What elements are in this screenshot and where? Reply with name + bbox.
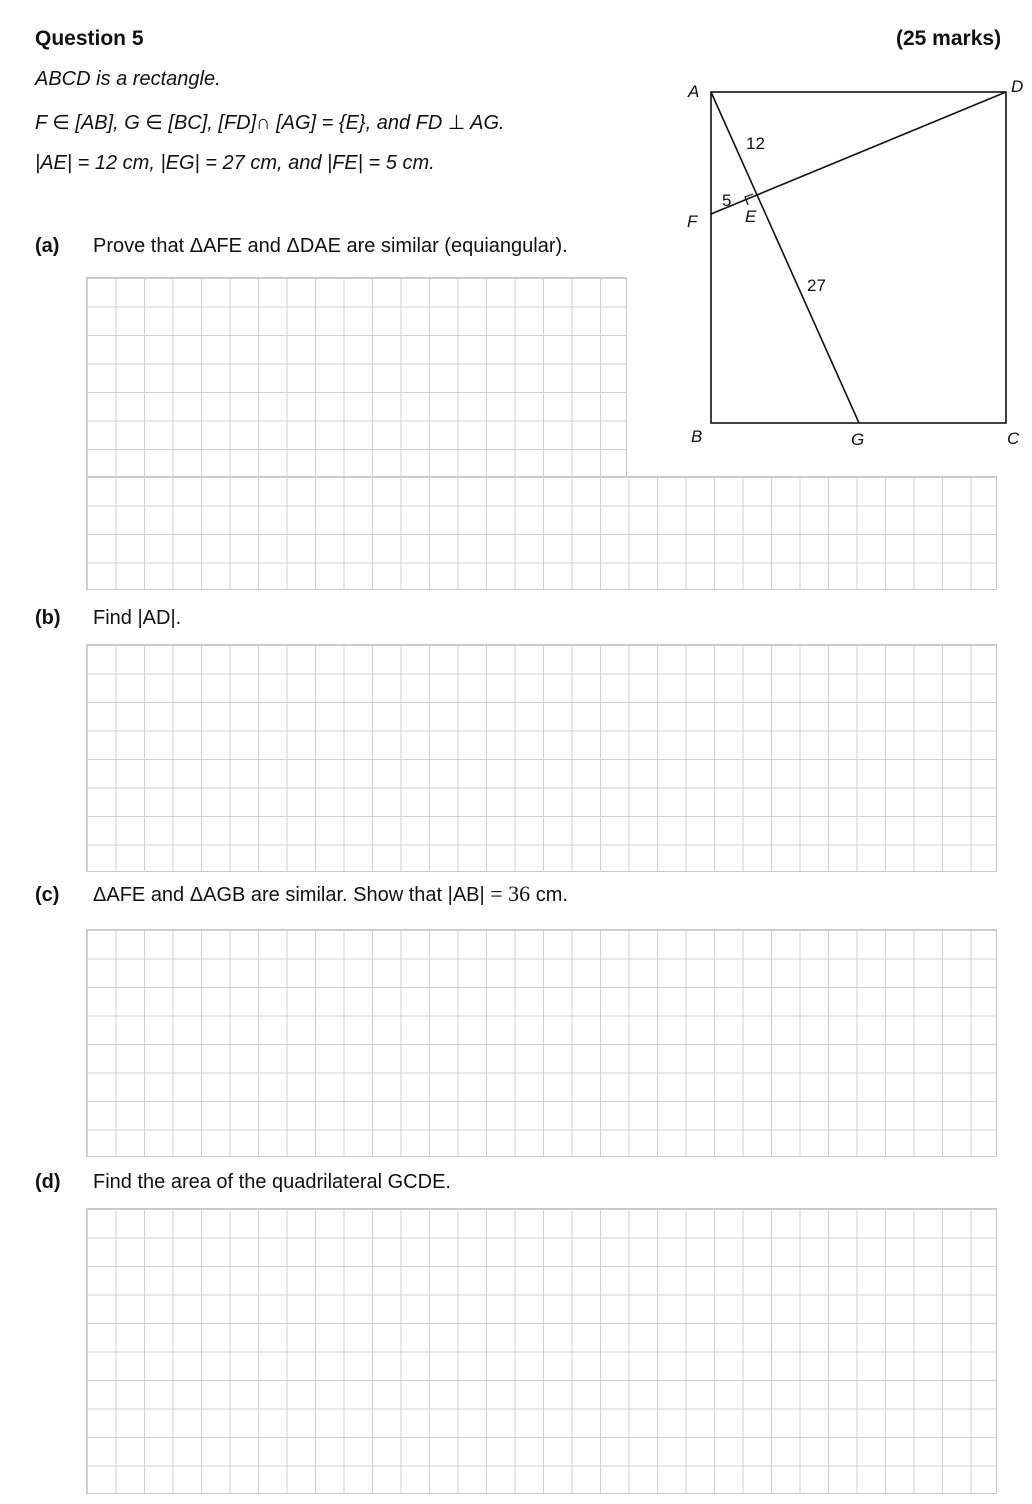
part-a-text: Prove that ΔAFE and ΔDAE are similar (equiangular). [93,235,568,257]
question-title: Question 5 [35,27,144,50]
given-line-1: ABCD is a rectangle. [35,68,221,90]
label-c: C [1007,429,1020,448]
part-c-text-pre: ΔAFE and ΔAGB are similar. Show that |AB| [93,884,491,906]
length-ae: 12 [746,134,765,153]
right-angle-marker [745,194,753,205]
line-fd [711,92,1006,214]
line-ag [711,92,859,423]
length-eg: 27 [807,276,826,295]
part-b-label: (b) [35,607,61,629]
part-d-label: (d) [35,1171,61,1193]
marks-label: (25 marks) [896,27,1002,50]
answer-grid-c[interactable] [86,929,997,1157]
answer-grid-d[interactable] [86,1208,997,1494]
given-line-2: F ∈ [AB], G ∈ [BC], [FD]∩ [AG] = {E}, and FD ⊥ AG. [35,112,505,134]
label-a: A [688,82,700,101]
label-e: E [745,207,757,226]
label-g: G [851,430,865,449]
answer-grid-a-lower[interactable] [86,476,997,590]
label-d: D [1011,77,1024,96]
part-c-text-post: cm. [530,884,568,906]
part-a-label: (a) [35,235,60,257]
part-c-text [93,881,568,907]
label-f: F [687,212,698,231]
length-fe: 5 [722,191,732,210]
part-c-label: (c) [35,884,60,906]
given-line-3: |AE| = 12 cm, |EG| = 27 cm, and |FE| = 5 cm. [35,152,435,174]
part-c-math: = 36 [490,881,531,906]
part-b-text: Find |AD|. [93,607,182,629]
label-b: B [691,427,703,446]
part-d-text: Find the area of the quadrilateral GCDE. [93,1171,451,1193]
answer-grid-a-upper[interactable] [86,277,627,477]
answer-grid-b[interactable] [86,644,997,872]
